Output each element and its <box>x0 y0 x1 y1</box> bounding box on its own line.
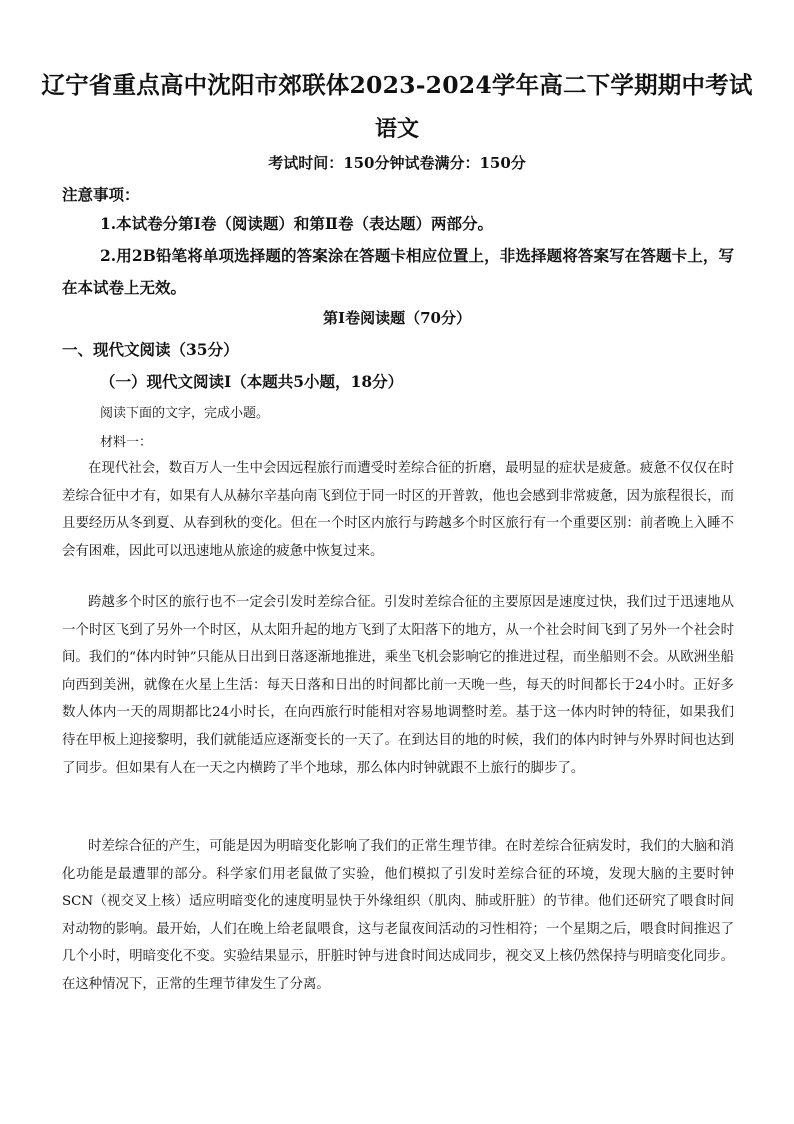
notice-item-2: 2.用2B铅笔将单项选择题的答案涂在答题卡相应位置上，非选择题将答案写在答题卡上，写在本试卷上无效。 <box>62 246 734 297</box>
subject-title: 语文 <box>374 116 419 142</box>
material-paragraph-3: 时差综合征的产生，可能是因为明暗变化影响了我们的正常生理节律。在时差综合征病发时，我们的大脑和消化功能是最遭罪的部分。科学家们用老鼠做了实验，他们模拟了引发时差综合征的环境，发现大脑的主要时钟SCN（视交叉上核）适应明暗变化的速度明显快于外缘组织（肌肉、肺或肝脏）的节律。他们还研究了喂食时间对动物的影响。最开始，人们在晚上给老鼠喂食，这与老鼠夜间活动的习性相符；一个星期之后，喂食时间推迟了几个小时，明暗变化不变。实验结果显示，肝脏时钟与进食时间达成同步，视交叉上核仍然保持与明暗变化同步。在这种情况下，正常的生理节律发生了分离。 <box>62 839 734 992</box>
material-paragraph-1: 在现代社会，数百万人一生中会因远程旅行而遭受时差综合征的折磨，最明显的症状是疲惫。疲惫不仅仅在时差综合征中才有，如果有人从赫尔辛基向南飞到位于同一时区的开普敦，他也会感到非常疲惫，因为旅程很长，而且要经历从冬到夏、从春到秋的变化。但在一个时区内旅行与跨越多个时区旅行有一个重要区别：前者晚上入睡不会有困难，因此可以迅速地从旅途的疲惫中恢复过来。 <box>62 461 734 559</box>
reading-instruction: 阅读下面的文字，完成小题。 <box>100 406 270 421</box>
material-paragraph-2: 跨越多个时区的旅行也不一定会引发时差综合征。引发时差综合征的主要原因是速度过快，我们过于迅速地从一个时区飞到了另外一个时区，从太阳升起的地方飞到了太阳落下的地方，从一个社会时间飞到了另外一个社会时间。我们的“体内时钟”只能从日出到日落逐渐地推进，乘坐飞机会影响它的推进过程，而坐船则不会。从欧洲坐船向西到美洲，就像在火星上生活：每天日落和日出的时间都比前一天晚一些，每天的时间都长于24小时。正好多数人体内一天的周期都比24小时长，在向西旅行时能相对容易地调整时差。基于这一体内时钟的特征，如果我们待在甲板上迎接黎明，我们就能适应逐渐变长的一天了。在到达目的地的时候，我们的体内时钟与外界时间也达到了同步。但如果有人在一天之内横跨了半个地球，那么体内时钟就跟不上旅行的脚步了。 <box>62 595 734 776</box>
exam-info: 考试时间：150分钟试卷满分：150分 <box>268 154 526 172</box>
material-label: 材料一： <box>100 435 153 450</box>
subpart-title: （一）现代文阅读Ⅰ（本题共5小题，18分） <box>100 372 404 391</box>
notice-heading: 注意事项： <box>62 185 140 204</box>
part-title: 一、现代文阅读（35分） <box>62 340 239 359</box>
notice-item-1: 1.本试卷分第Ⅰ卷（阅读题）和第Ⅱ卷（表达题）两部分。 <box>100 214 493 233</box>
exam-title: 辽宁省重点高中沈阳市郊联体2023-2024学年高二下学期期中考试 <box>41 71 753 99</box>
section-title: 第Ⅰ卷阅读题（70分） <box>323 309 471 327</box>
